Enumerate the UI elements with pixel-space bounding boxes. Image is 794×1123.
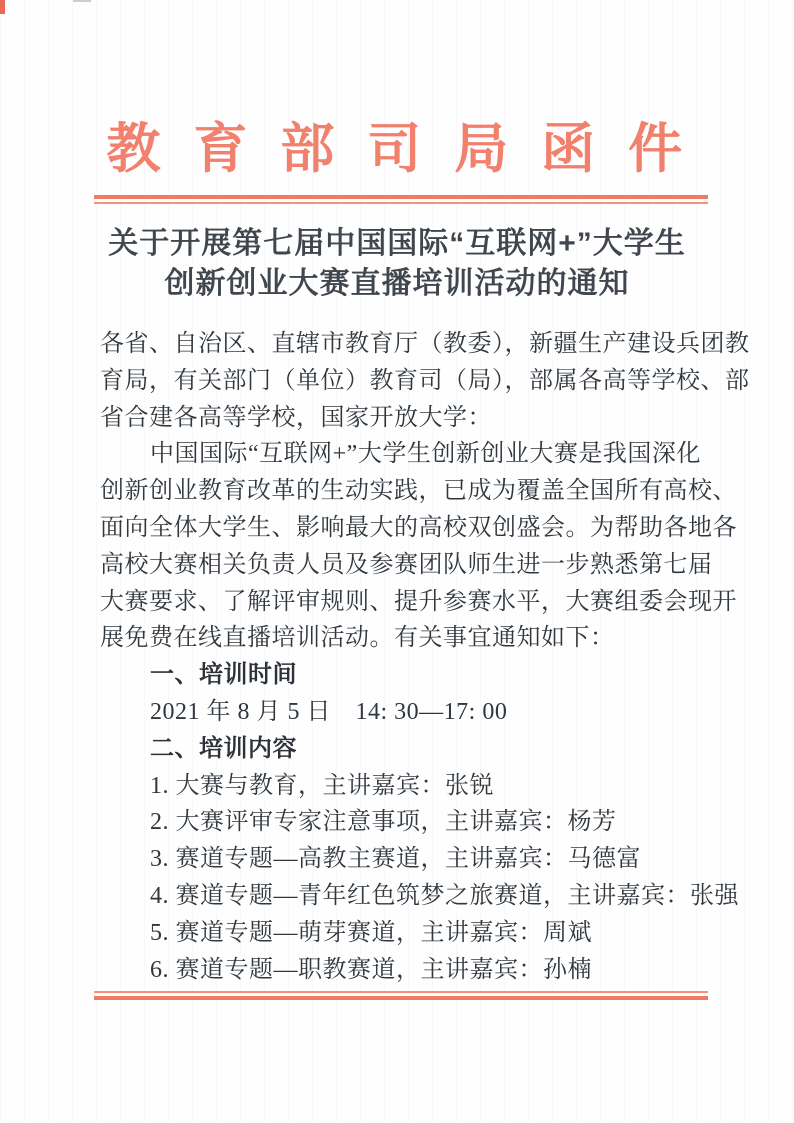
training-date-time: 2021 年 8 月 5 日 14: 30—17: 00 — [150, 698, 508, 725]
training-item: 2. 大赛评审专家注意事项，主讲嘉宾：杨芳 — [150, 809, 617, 836]
training-item: 5. 赛道专题—萌芽赛道，主讲嘉宾：周斌 — [150, 919, 592, 946]
section-heading-training-time: 一、培训时间 — [150, 661, 297, 689]
recipients-line: 省合建各高等学校，国家开放大学： — [100, 404, 492, 431]
intro-line: 创新创业教育改革的生动实践，已成为覆盖全国所有高校、 — [100, 478, 737, 505]
document-title — [0, 224, 794, 304]
letterhead-double-rule — [94, 195, 708, 204]
section-heading-training-content: 二、培训内容 — [150, 734, 297, 762]
training-item: 1. 大赛与教育，主讲嘉宾：张锐 — [150, 772, 494, 799]
scan-artifact-corner-mark — [0, 0, 5, 14]
training-item: 3. 赛道专题—高教主赛道，主讲嘉宾：马德富 — [150, 846, 641, 873]
training-item: 6. 赛道专题—职教赛道，主讲嘉宾：孙楠 — [150, 956, 592, 983]
rule-thin-line — [94, 202, 708, 204]
intro-line: 大赛要求、了解评审规则、提升参赛水平，大赛组委会现开 — [100, 588, 737, 615]
rule-thick-line — [94, 996, 708, 1000]
document-title-line1: 关于开展第七届中国国际“互联网+”大学生 — [108, 227, 686, 260]
document-title-line2: 创新创业大赛直播培训活动的通知 — [164, 267, 630, 300]
recipients-line: 各省、自治区、直辖市教育厅（教委），新疆生产建设兵团教 — [100, 331, 750, 357]
intro-line: 展免费在线直播培训活动。有关事宜通知如下： — [100, 625, 615, 652]
scan-artifact-smudge — [73, 0, 91, 2]
intro-line: 高校大赛相关负责人员及参赛团队师生进一步熟悉第七届 — [100, 551, 713, 578]
training-item: 4. 赛道专题—青年红色筑梦之旅赛道，主讲嘉宾：张强 — [150, 882, 739, 909]
intro-line: 面向全体大学生、影响最大的高校双创盛会。为帮助各地各 — [100, 514, 737, 541]
document-body — [100, 326, 750, 988]
intro-line: 中国国际“互联网+”大学生创新创业大赛是我国深化 — [150, 441, 701, 468]
letterhead-title: 教 育 部 司 局 函 件 — [106, 119, 688, 179]
recipients-line: 育局，有关部门（单位）教育司（局），部属各高等学校、部 — [100, 367, 750, 394]
footer-double-rule — [94, 991, 708, 1000]
